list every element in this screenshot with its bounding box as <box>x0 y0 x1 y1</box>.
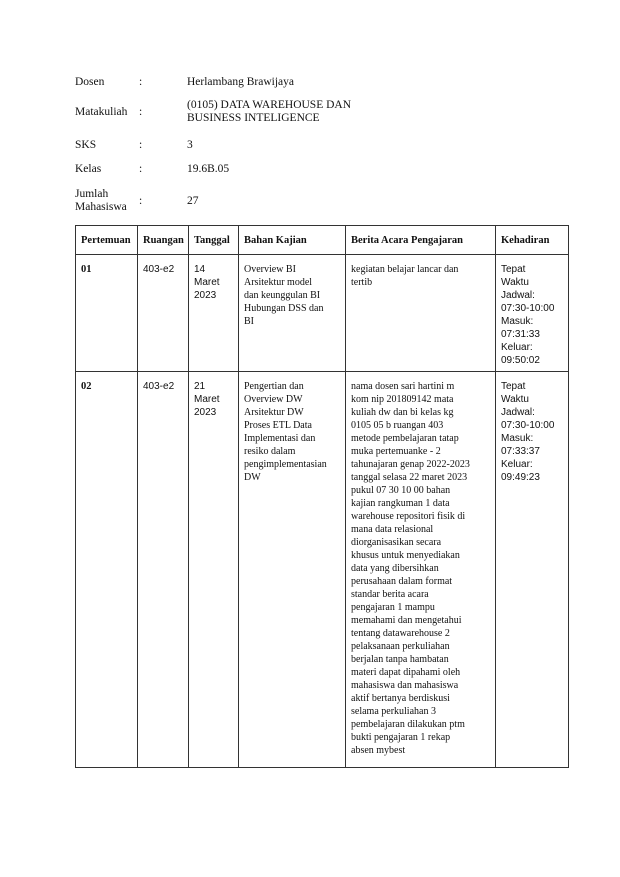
cell-line: dan keunggulan BI <box>244 290 321 301</box>
dosen-value: Herlambang Brawijaya <box>187 76 294 88</box>
tanggal-cell <box>189 372 239 768</box>
cell-line: Implementasi dan <box>244 433 316 444</box>
cell-line: Waktu <box>501 277 529 288</box>
header-pertemuan: Pertemuan <box>76 226 138 255</box>
sks-value: 3 <box>187 139 193 151</box>
cell-line: mahasiswa dan mahasiswa <box>351 680 459 691</box>
matakuliah-line: BUSINESS INTELIGENCE <box>187 112 320 124</box>
jumlah-label-line: Jumlah <box>75 188 109 200</box>
cell-line: pembelajaran dilakukan ptm <box>351 719 465 730</box>
kelas-value: 19.6B.05 <box>187 163 230 175</box>
jumlah-label-line: Mahasiswa <box>75 201 127 213</box>
cell-line: 07:30-10:00 <box>501 420 555 431</box>
cell-line: absen mybest <box>351 745 406 756</box>
cell-line: Keluar: <box>501 342 533 353</box>
info-row-dosen <box>75 76 555 89</box>
cell-line: kegiatan belajar lancar dan <box>351 264 459 275</box>
kehadiran-cell <box>496 372 569 768</box>
cell-line: 14 <box>194 264 206 275</box>
info-row-jumlah <box>75 188 555 214</box>
cell-line: kuliah dw dan bi kelas kg <box>351 407 454 418</box>
cell-line: warehouse repositori fisik di <box>351 511 466 522</box>
kehadiran-cell <box>496 255 569 372</box>
cell-line: muka pertemuanke - 2 <box>351 446 441 457</box>
tanggal-cell <box>189 255 239 372</box>
info-row-matakuliah <box>75 99 555 125</box>
cell-line: kom nip 201809142 mata <box>351 394 454 405</box>
table-row <box>76 372 569 768</box>
cell-line: Jadwal: <box>501 407 535 418</box>
cell-line: standar berita acara <box>351 589 429 600</box>
cell-line: BI <box>244 316 254 327</box>
header-ruangan: Ruangan <box>138 226 189 255</box>
matakuliah-line: (0105) DATA WAREHOUSE DAN <box>187 99 352 111</box>
cell-line: data yang dibersihkan <box>351 563 439 574</box>
cell-line: Hubungan DSS dan <box>244 303 324 314</box>
dosen-label: Dosen <box>75 76 105 88</box>
table-header-row <box>76 226 569 255</box>
cell-line: Masuk: <box>501 433 534 444</box>
berita-acara-cell <box>346 255 496 372</box>
cell-line: nama dosen sari hartini m <box>351 381 455 392</box>
cell-line: 09:49:23 <box>501 472 540 483</box>
cell-line: Arsitektur DW <box>244 407 304 418</box>
cell-line: memahami dan mengetahui <box>351 615 462 626</box>
cell-line: aktif bertanya berdiskusi <box>351 693 450 704</box>
separator: : <box>139 105 143 118</box>
matakuliah-value <box>187 99 555 125</box>
cell-line: perusahaan dalam format <box>351 576 453 587</box>
cell-line: 07:31:33 <box>501 329 540 340</box>
attendance-table <box>75 225 569 768</box>
kelas-label: Kelas <box>75 163 102 175</box>
cell-line: 2023 <box>194 407 217 418</box>
cell-line: mana data relasional <box>351 524 434 535</box>
cell-line: 0105 05 b ruangan 403 <box>351 420 444 431</box>
cell-line: Proses ETL Data <box>244 420 312 431</box>
header-tanggal: Tanggal <box>189 226 239 255</box>
pertemuan-cell: 01 <box>76 255 138 372</box>
ruangan-cell: 403-e2 <box>138 255 189 372</box>
cell-line: 09:50:02 <box>501 355 540 366</box>
bahan-kajian-cell <box>239 255 346 372</box>
cell-line: Maret <box>194 277 220 288</box>
separator: : <box>139 139 143 151</box>
sks-label: SKS <box>75 139 97 151</box>
cell-line: Jadwal: <box>501 290 535 301</box>
header-kehadiran: Kehadiran <box>496 226 569 255</box>
matakuliah-label: Matakuliah <box>75 105 128 118</box>
separator: : <box>139 76 143 88</box>
cell-line: Arsitektur model <box>244 277 313 288</box>
cell-line: Maret <box>194 394 220 405</box>
pertemuan-cell: 02 <box>76 372 138 768</box>
table-row <box>76 255 569 372</box>
cell-line: Tepat <box>501 264 526 275</box>
cell-line: pelaksanaan perkuliahan <box>351 641 450 652</box>
cell-line: selama perkuliahan 3 <box>351 706 436 717</box>
jumlah-label <box>75 188 139 214</box>
cell-line: Pengertian dan <box>244 381 304 392</box>
cell-line: Overview BI <box>244 264 296 275</box>
cell-line: Keluar: <box>501 459 533 470</box>
cell-line: Masuk: <box>501 316 534 327</box>
header-berita-acara: Berita Acara Pengajaran <box>346 226 496 255</box>
cell-line: tertib <box>351 277 373 288</box>
bahan-kajian-cell <box>239 372 346 768</box>
cell-line: 21 <box>194 381 206 392</box>
cell-line: 07:33:37 <box>501 446 540 457</box>
header-bahan-kajian: Bahan Kajian <box>239 226 346 255</box>
jumlah-value: 27 <box>187 194 199 207</box>
cell-line: pengajaran 1 mampu <box>351 602 435 613</box>
cell-line: Tepat <box>501 381 526 392</box>
ruangan-cell: 403-e2 <box>138 372 189 768</box>
berita-acara-cell <box>346 372 496 768</box>
cell-line: Waktu <box>501 394 529 405</box>
cell-line: kajian rangkuman 1 data <box>351 498 450 509</box>
cell-line: metode pembelajaran tatap <box>351 433 459 444</box>
cell-line: khusus untuk menyediakan <box>351 550 460 561</box>
cell-line: DW <box>244 472 261 483</box>
cell-line: resiko dalam <box>244 446 296 457</box>
cell-line: materi dapat dipahami oleh <box>351 667 461 678</box>
cell-line: pukul 07 30 10 00 bahan <box>351 485 451 496</box>
info-row-sks <box>75 139 555 152</box>
cell-line: berjalan tanpa hambatan <box>351 654 449 665</box>
cell-line: bukti pengajaran 1 rekap <box>351 732 451 743</box>
cell-line: diorganisasikan secara <box>351 537 442 548</box>
cell-line: 2023 <box>194 290 217 301</box>
separator: : <box>139 194 143 207</box>
cell-line: 07:30-10:00 <box>501 303 555 314</box>
cell-line: Overview DW <box>244 394 303 405</box>
separator: : <box>139 163 143 175</box>
cell-line: tahunajaran genap 2022-2023 <box>351 459 470 470</box>
cell-line: tentang datawarehouse 2 <box>351 628 450 639</box>
info-row-kelas <box>75 163 555 176</box>
cell-line: pengimplementasian <box>244 459 327 470</box>
cell-line: tanggal selasa 22 maret 2023 <box>351 472 468 483</box>
